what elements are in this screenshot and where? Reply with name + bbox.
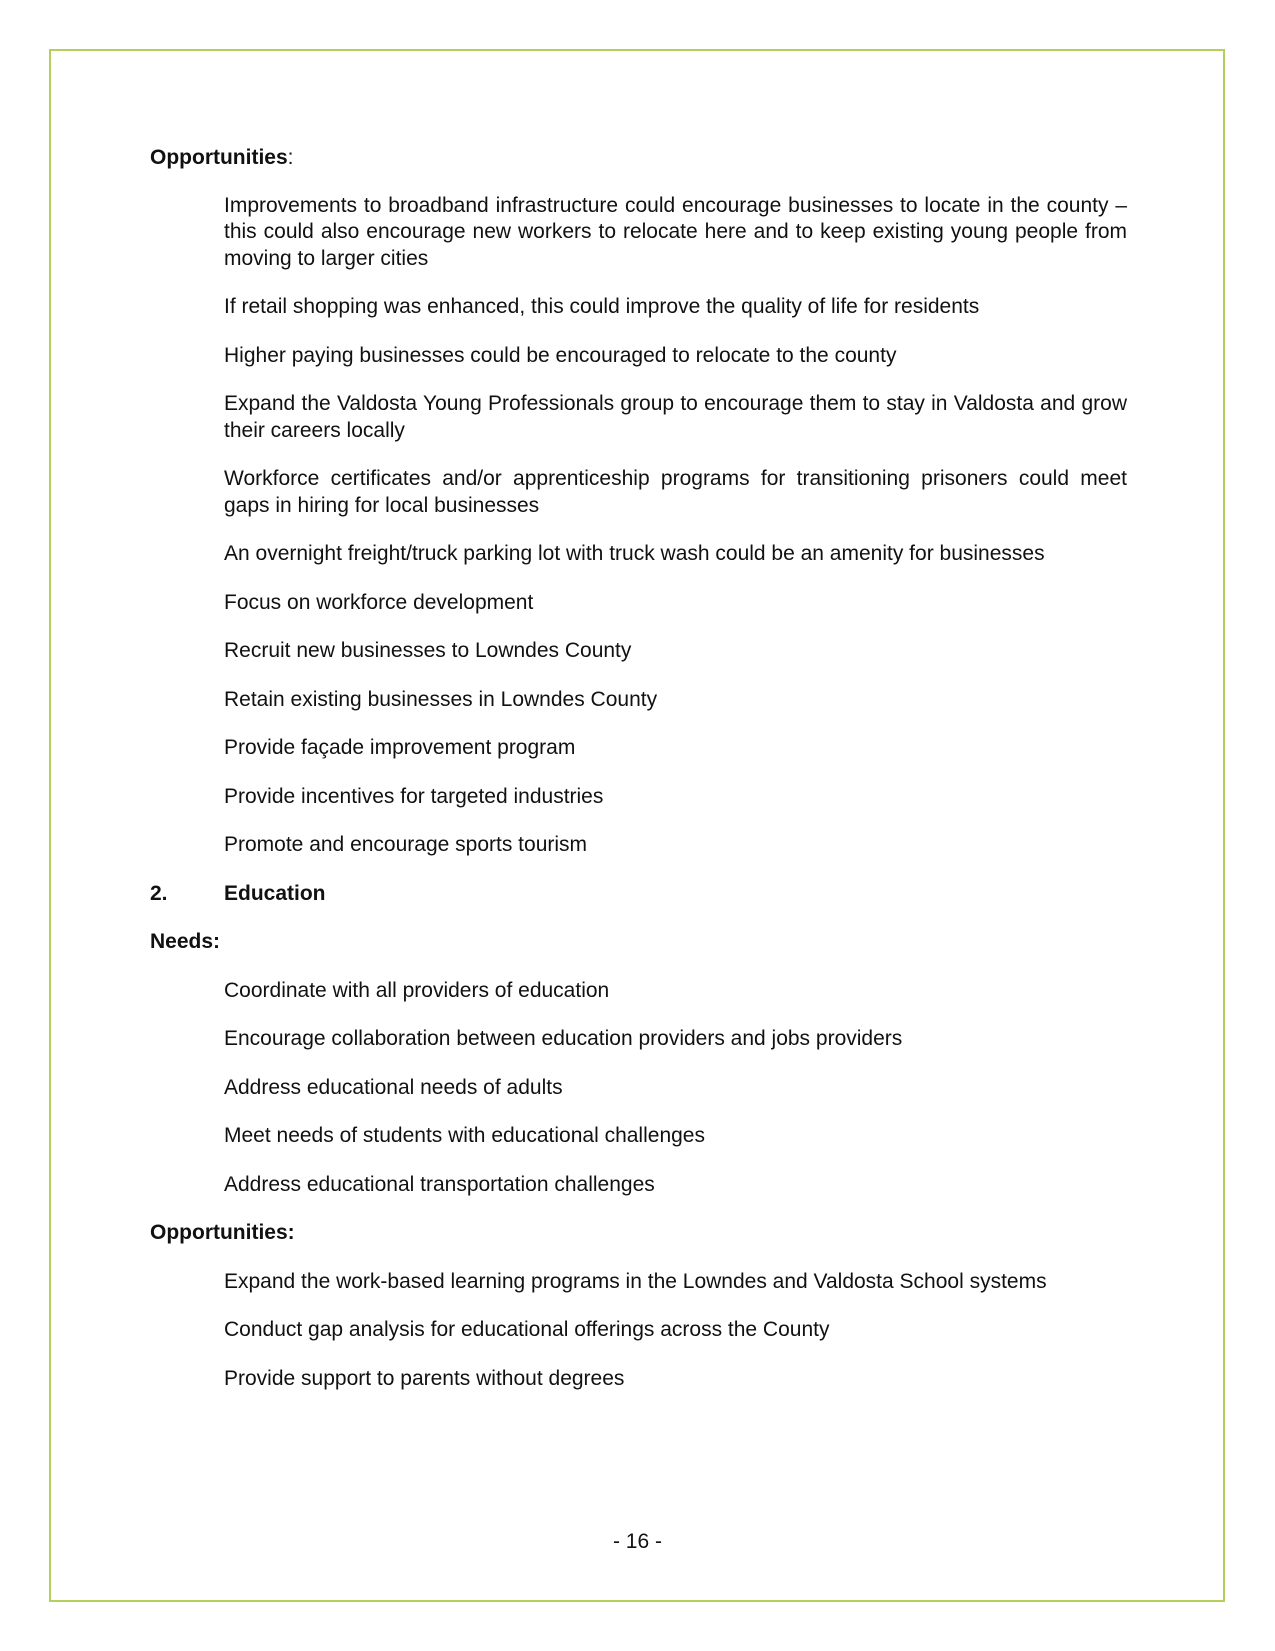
list-item: Provide façade improvement program [224,736,576,759]
opportunities-education-heading: Opportunities: [150,1221,295,1244]
list-item: Recruit new businesses to Lowndes County [224,639,632,662]
list-item: An overnight freight/truck parking lot with truck wash could be an amenity for businesses [224,542,1045,565]
list-item: Expand the Valdosta Young Professionals group to encourage them to stay in Valdosta and grow their careers locally [224,392,1127,442]
document-body [150,145,1127,1392]
list-item: Focus on workforce development [224,590,534,614]
list-item: Address educational transportation challenges [224,1172,655,1196]
list-item: Improvements to broadband infrastructure could encourage businesses to locate in the county – this could also encourage new workers to relocate here and to keep existing young people from moving to larger cities [224,193,1127,270]
section-title-education [150,881,1127,908]
list-item: Address educational needs of adults [224,1075,563,1099]
list-item: Higher paying businesses could be encouraged to relocate to the county [224,343,897,367]
opportunities-heading-text: Opportunities [150,146,288,169]
section-title-text: Education [224,881,326,905]
list-item: Promote and encourage sports tourism [224,833,588,856]
list-item: Coordinate with all providers of education [224,978,610,1002]
list-item: Conduct gap analysis for educational offerings across the County [224,1318,830,1341]
list-item: Expand the work-based learning programs in the Lowndes and Valdosta School systems [224,1269,1047,1293]
page-number: - 16 - [612,1530,662,1553]
list-item: Workforce certificates and/or apprenticeship programs for transitioning prisoners could meet gaps in hiring for local businesses [224,467,1127,517]
needs-heading: Needs: [150,930,221,953]
list-item: Encourage collaboration between education providers and jobs providers [224,1027,903,1050]
list-item: Retain existing businesses in Lowndes County [224,687,658,711]
opportunities-heading-colon: : [287,146,294,169]
section-number: 2. [150,881,168,905]
list-item: Provide support to parents without degrees [224,1366,625,1390]
list-item: Meet needs of students with educational challenges [224,1124,705,1147]
list-item: Provide incentives for targeted industries [224,784,604,808]
list-item: If retail shopping was enhanced, this could improve the quality of life for residents [224,295,980,318]
opportunities-heading [150,145,1127,172]
